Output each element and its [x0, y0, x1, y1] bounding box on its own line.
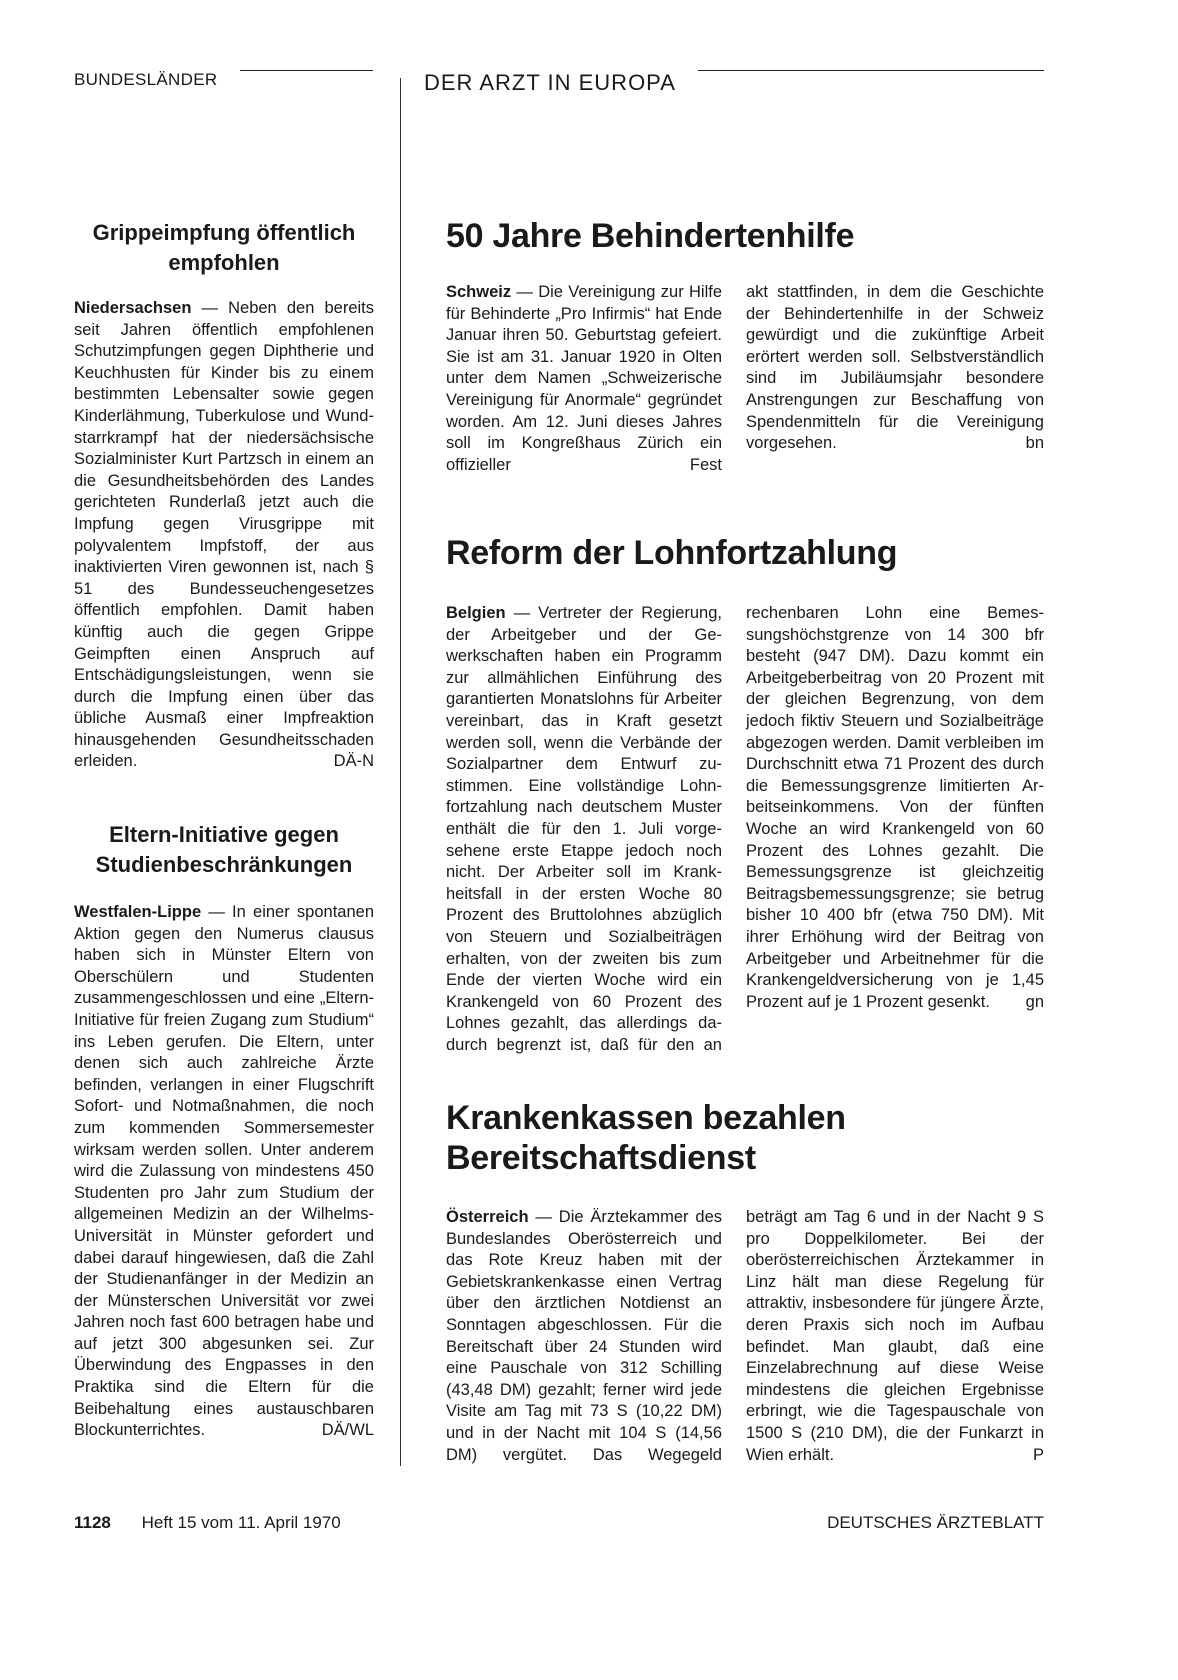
article-title-eltern-initiative: Eltern-Initiative gegen Studienbeschränkungen — [95, 822, 353, 877]
article-text: — In einer spontanen Aktion gegen den Numerus clausus haben sich in Münster Eltern von Oberschülern und Studenten zusammengeschlossen und eine „Eltern-Initiative für freien Zugang zum Studium“ ins Leben gerufen. Die Eltern, unter denen sich auch zahlreiche Ärzte befinden, verlangen in einer Flugschrift Sofort- und Notmaßnahmen, die noch zum kommenden Sommersemester wirksam werden sollen. Unter anderem wird die Zulassung von mindestens 450 Studenten pro Jahr zum Studium der allgemeinen Medizin an der Wilhelms-Universität in Münster gefordert und dabei darauf hingewiesen, daß die Zahl der Studienanfänger in der Medizin an der Münsterschen Universität vor zwei Jahren noch fast 600 betragen habe und auf jetzt 300 abgesunken sei. Zur Überwindung des Engpasses in den Praktika sind die Eltern für die Beibehaltung eines austauschbaren Blockunterrichtes. — [74, 903, 374, 1440]
article-lead-place: Niedersachsen — [74, 299, 192, 317]
article-title-lohnfortzahlung: Reform der Lohnfortzahlung — [446, 534, 898, 572]
header-rule-left — [240, 70, 373, 71]
column-divider — [400, 78, 401, 1466]
publication-name: DEUTSCHES ÄRZTEBLATT — [827, 1513, 1044, 1532]
article-body-grippeimpfung — [74, 298, 374, 773]
article-lead-place: Belgien — [446, 604, 506, 622]
issue-info: Heft 15 vom 11. April 1970 — [141, 1513, 341, 1532]
article-signature: DÄ-N — [333, 752, 374, 771]
article-text: — Die Ärztekammer des Bundeslandes Oberösterreich und das Rote Kreuz haben mit der Gebietskrankenkasse einen Vertrag über den ärztlichen Notdienst an Sonntagen abgeschlossen. Für die Bereitschaft über 24 Stunden wird eine Pauschale von 312 Schilling (43,48 DM) gezahlt; ferner wird jede Visite am Tag mit 73 S (10,22 DM) und in der Nacht mit 104 S (14,56 DM) vergütet. Das Wegegeld — [446, 1208, 722, 1464]
section-label-bundeslaender: BUNDESLÄNDER — [74, 70, 218, 89]
article-signature: bn — [1025, 434, 1044, 453]
article-title-grippeimpfung: Grippeimpfung öffentlich empfohlen — [92, 220, 356, 275]
article-title-krankenkassen: Krankenkassen bezahlen Bereitschaftsdienst — [446, 1099, 846, 1177]
article-text: beträgt am Tag 6 und in der Nacht 9 S pro Doppelkilometer. Bei der oberösterreichischen Ärztekammer in Linz hält man diese Regelung für attraktiv, insbesondere für jüngere Ärzte, deren Praxis sich noch im Aufbau befindet. Man glaubt, daß eine Einzelabrechnung auf diese Weise mindestens die gleichen Ergebnisse erbringt, wie die Tagespauschale von 1500 S (210 DM), die der Funkarzt in Wien erhält. — [746, 1208, 1044, 1464]
article-col2-krankenkassen — [746, 1207, 1044, 1466]
article-col2-lohnfortzahlung — [746, 603, 1044, 1013]
article-text: rechenbaren Lohn eine Bemessungshöchstgrenze von 14 300 bfr besteht (947 DM). Dazu kommt ein Arbeitgeberbeitrag von 20 Prozent mit der gleichen Begrenzung, von dem jedoch fiktiv Steuern und Sozialbeiträge abgezogen werden. Damit verbleiben im Durchschnitt etwa 71 Prozent des durch die Bemessungsgrenze limitierten Arbeitseinkommens. Von der fünften Woche an wird Krankengeld von 60 Prozent des Lohnes gezahlt. Die Bemessungsgrenze ist gleichzeitig Beitragsbemessungsgrenze; sie betrug bisher 10 400 bfr (etwa 750 DM). Mit ihrer Erhöhung wird der Beitrag von Arbeitgeber und Arbeitnehmer für die Krankengeldversicherung von je 1,45 Prozent auf je 1 Prozent gesenkt. — [746, 604, 1044, 1011]
article-text: — Neben den bereits seit Jahren öffentlich empfohlenen Schutzimpfungen gegen Diphtherie und Keuchhusten für Kinder bis zu einem bestimmten Lebensalter sowie gegen Kinderlähmung, Tuberkulose und Wundstarrkrampf hat der niedersächsische Sozialminister Kurt Partzsch in einem an die Gesundheitsbehörden des Landes gerichteten Runderlaß jetzt auch die Impfung gegen Virusgrippe mit polyvalentem Impfstoff, der aus inaktivierten Viren gewonnen ist, nach § 51 des Bundesseuchengesetzes öffentlich empfohlen. Damit haben künftig auch die gegen Grippe Geimpften einen Anspruch auf Entschädigungsleistungen, wenn sie durch die Impfung einen über das übliche Ausmaß einer Impfreaktion hinausgehenden Gesundheitsschaden erleiden. — [74, 299, 374, 771]
article-signature: gn — [1025, 992, 1044, 1011]
header-rule-right — [698, 70, 1044, 71]
article-col1-krankenkassen — [446, 1207, 722, 1466]
article-text: akt stattfinden, in dem die Geschichte der Behindertenhilfe in der Schweiz gewürdigt und die zukünftige Arbeit erörtert werden soll. Selbstverständlich sind im Jubiläumsjahr besondere Anstrengungen zur Beschaffung von Spendenmitteln für die Vereinigung vorgesehen. — [746, 283, 1044, 453]
article-lead-place: Schweiz — [446, 283, 512, 301]
page-footer-left — [74, 1513, 341, 1533]
article-title-behindertenhilfe: 50 Jahre Behindertenhilfe — [446, 217, 855, 255]
article-col2-behindertenhilfe — [746, 282, 1044, 455]
article-body-eltern-initiative — [74, 902, 374, 1442]
article-col1-behindertenhilfe — [446, 282, 722, 476]
article-lead-place: Westfalen-Lippe — [74, 903, 202, 921]
article-text: — Die Vereinigung zur Hilfe für Behinderte „Pro Infirmis“ hat Ende Januar ihren 50. Geburtstag gefeiert. Sie ist am 31. Januar 1920 in Olten unter dem Namen „Schweizerische Vereinigung für Anormale“ gegründet worden. Am 12. Juni dieses Jahres soll im Kongreßhaus Zürich ein offizieller Fest — [446, 283, 722, 474]
article-col1-lohnfortzahlung — [446, 603, 722, 1056]
article-text: — Vertreter der Regierung, der Arbeitgeber und der Gewerkschaften haben ein Programm zur allmählichen Einführung des garantierten Monatslohns für Arbeiter vereinbart, das in Kraft gesetzt werden soll, wenn die Verbände der Sozialpartner dem Entwurf zustimmen. Eine vollständige Lohnfortzahlung nach deutschem Muster enthält die für den 1. Juli vorgesehene erste Etappe jedoch noch nicht. Der Arbeiter soll im Krankheitsfall in der ersten Woche 80 Prozent des Bruttolohnes abzüglich von Steuern und Sozialbeiträgen erhalten, von der zweiten bis zum Ende der vierten Woche wird ein Krankengeld von 60 Prozent des Lohnes gezahlt, das allerdings dadurch begrenzt ist, daß für den an — [446, 604, 722, 1054]
page-number: 1128 — [74, 1513, 111, 1532]
article-signature: DÄ/WL — [321, 1421, 374, 1440]
article-lead-place: Österreich — [446, 1208, 529, 1226]
article-signature: P — [1032, 1445, 1044, 1464]
section-label-arzt-in-europa: DER ARZT IN EUROPA — [424, 70, 676, 95]
